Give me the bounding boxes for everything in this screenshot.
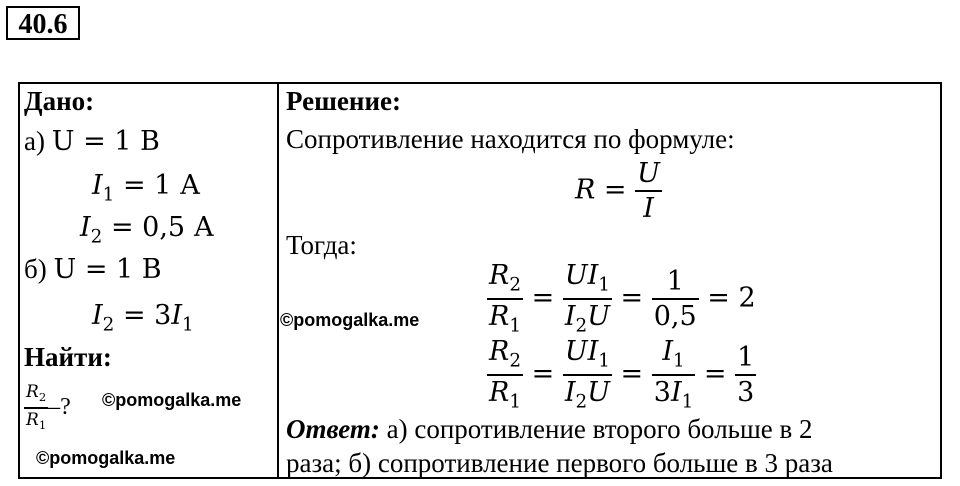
formula-R: R = $\frac{U}{I}$ bbox=[575, 158, 660, 224]
formula-fraction: $\frac{U}{I}$ bbox=[637, 158, 660, 224]
problem-number: 40.6 bbox=[6, 6, 80, 40]
watermark-3: ©pomogalka.me bbox=[280, 310, 420, 330]
column-divider bbox=[277, 82, 279, 479]
equation-b: $\frac{R_2}{R_1}$ = $\frac{UI_1}{I_2U}$ = $\frac{I_1}{3I_1}$ = $\frac{1}{3}$ bbox=[489, 336, 755, 413]
watermark-2: ©pomogalka.me bbox=[36, 448, 176, 468]
a-I1-value: = 1 А bbox=[122, 170, 201, 201]
equation-a: $\frac{R_2}{R_1}$ = $\frac{UI_1}{I_2U}$ = $\frac{1}{0,5}$ = 2 bbox=[489, 260, 756, 337]
given-heading: Дано: bbox=[24, 86, 95, 116]
answer-line-2: раза; б) сопротивление первого больше в 3 раза bbox=[286, 448, 833, 478]
find-suffix: –? bbox=[48, 393, 71, 420]
find-expression bbox=[24, 384, 71, 431]
answer-line-1 bbox=[286, 414, 813, 445]
given-b-I2: $I_2 = 3I_1$ bbox=[92, 300, 194, 336]
b-I2-value: = 3 bbox=[122, 300, 172, 331]
b-U-value: U = 1 В bbox=[53, 254, 162, 285]
a-I2-value: = 0,5 А bbox=[110, 212, 215, 243]
watermark-1: ©pomogalka.me bbox=[102, 390, 242, 410]
given-a-U bbox=[24, 126, 160, 157]
find-fraction: $\frac{R_2}{R_1}$ bbox=[26, 382, 47, 432]
answer-text-1: а) сопротивление второго больше в 2 bbox=[379, 414, 813, 444]
part-b-label: б) bbox=[24, 254, 47, 284]
part-a-label: а) bbox=[24, 126, 45, 156]
a-U-value: U = 1 В bbox=[51, 126, 160, 157]
then-label: Тогда: bbox=[286, 230, 357, 260]
answer-label: Ответ: bbox=[286, 414, 380, 444]
given-a-I2: $I_2 = 0,5$ А bbox=[80, 212, 215, 248]
given-a-I1: $I_1 = 1$ А bbox=[92, 170, 201, 206]
solution-heading: Решение: bbox=[286, 86, 401, 116]
solution-intro: Сопротивление находится по формуле: bbox=[286, 124, 735, 154]
given-b-U bbox=[24, 254, 162, 285]
find-heading: Найти: bbox=[24, 342, 112, 372]
